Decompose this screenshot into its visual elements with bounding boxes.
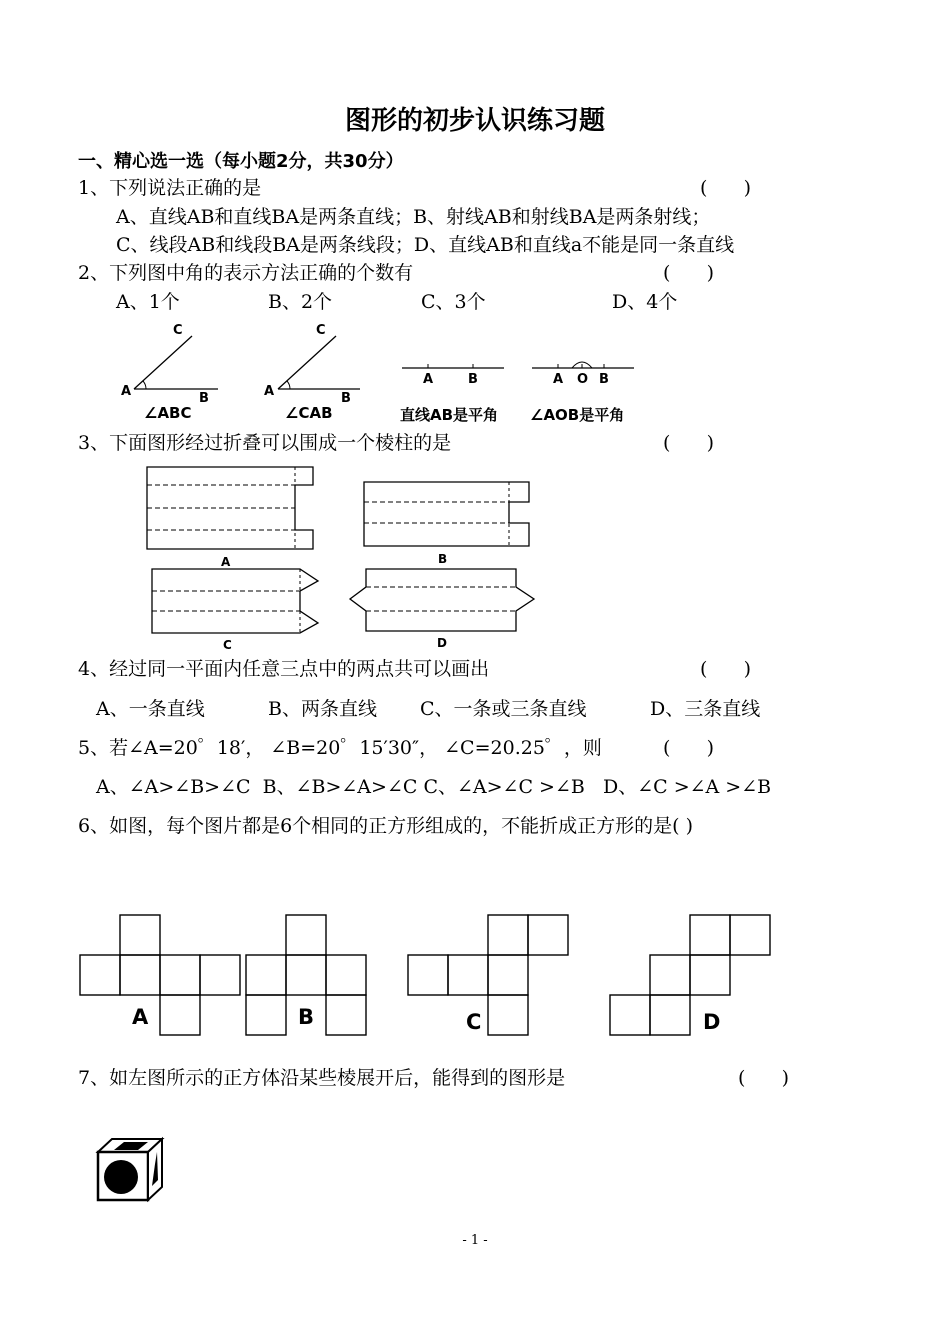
- q3-net-b: [362, 480, 534, 550]
- q2-fig3-caption: 直线AB是平角: [400, 406, 499, 424]
- q2-option-c: C、3个: [421, 291, 486, 313]
- q2-fig3-label-b: B: [468, 372, 478, 387]
- q2-fig2-caption: ∠CAB: [285, 404, 333, 422]
- q1-answer-blank: ( ): [700, 177, 752, 199]
- q2-fig2-label-a: A: [264, 384, 275, 399]
- q7-cube-figure: [94, 1136, 166, 1204]
- q2-fig2-label-c: C: [316, 323, 326, 338]
- q4-answer-blank: ( ): [700, 658, 752, 680]
- q3-label-a: A: [221, 555, 231, 569]
- q2-fig4-label-b: B: [599, 372, 609, 387]
- q4-option-d: D、三条直线: [650, 698, 761, 720]
- q6-label-c: C: [466, 1010, 482, 1034]
- q2-fig1-label-b: B: [199, 391, 209, 406]
- q3-net-a: [145, 465, 320, 555]
- q2-stem: 2、下列图中角的表示方法正确的个数有: [78, 262, 414, 284]
- q2-fig1-label-a: A: [121, 384, 132, 399]
- q1-options-line1: A、直线AB和直线BA是两条直线；B、射线AB和射线BA是两条射线；: [116, 206, 711, 228]
- q3-label-d: D: [437, 636, 447, 650]
- q3-label-c: C: [223, 638, 232, 652]
- q2-fig2-label-b: B: [341, 391, 351, 406]
- q4-stem: 4、经过同一平面内任意三点中的两点共可以画出: [78, 658, 490, 680]
- q6-label-a: A: [132, 1005, 149, 1029]
- q5-options: A、∠A>∠B>∠C B、∠B>∠A>∠C C、∠A>∠C >∠B D、∠C >∠A >∠B: [96, 776, 772, 798]
- q7-stem: 7、如左图所示的正方体沿某些棱展开后，能得到的图形是: [78, 1067, 566, 1089]
- q7-answer-blank: ( ): [738, 1067, 790, 1089]
- q3-answer-blank: ( ): [663, 432, 715, 454]
- q2-option-b: B、2个: [268, 291, 333, 313]
- q2-option-d: D、4个: [612, 291, 678, 313]
- section-heading: 一、精心选一选（每小题2分，共30分）: [78, 151, 404, 172]
- q5-stem: 5、若∠A=20゜18′， ∠B=20゜15′30″， ∠C=20.25゜，则: [78, 737, 602, 759]
- q6-cube-nets: [78, 913, 778, 1037]
- q2-fig4-label-a: A: [553, 372, 564, 387]
- q4-option-b: B、两条直线: [268, 698, 377, 720]
- q6-stem: 6、如图，每个图片都是6个相同的正方形组成的，不能折成正方形的是( ): [78, 815, 694, 837]
- q3-label-b: B: [438, 552, 448, 566]
- q6-label-d: D: [703, 1010, 721, 1034]
- q2-option-a: A、1个: [116, 291, 180, 313]
- q2-fig4-caption: ∠AOB是平角: [530, 406, 625, 424]
- q1-options-line2: C、线段AB和线段BA是两条线段；D、直线AB和直线a不能是同一条直线: [116, 234, 735, 256]
- q5-answer-blank: ( ): [663, 737, 715, 759]
- q2-answer-blank: ( ): [663, 262, 715, 284]
- q2-fig3-label-a: A: [423, 372, 434, 387]
- q2-fig1-caption: ∠ABC: [144, 404, 192, 422]
- q3-net-d: [348, 567, 538, 635]
- q4-option-c: C、一条或三条直线: [420, 698, 587, 720]
- q2-fig4-label-o: O: [577, 372, 589, 387]
- page-title: 图形的初步认识练习题: [344, 106, 605, 136]
- q4-option-a: A、一条直线: [96, 698, 205, 720]
- q3-stem: 3、下面图形经过折叠可以围成一个棱柱的是: [78, 432, 452, 454]
- q2-fig1-label-c: C: [173, 323, 183, 338]
- page-number: - 1 -: [462, 1233, 488, 1248]
- q6-label-b: B: [298, 1005, 315, 1029]
- q2-line-figure-3: [398, 358, 508, 378]
- q1-stem: 1、下列说法正确的是: [78, 177, 262, 199]
- q3-net-c: [150, 567, 322, 637]
